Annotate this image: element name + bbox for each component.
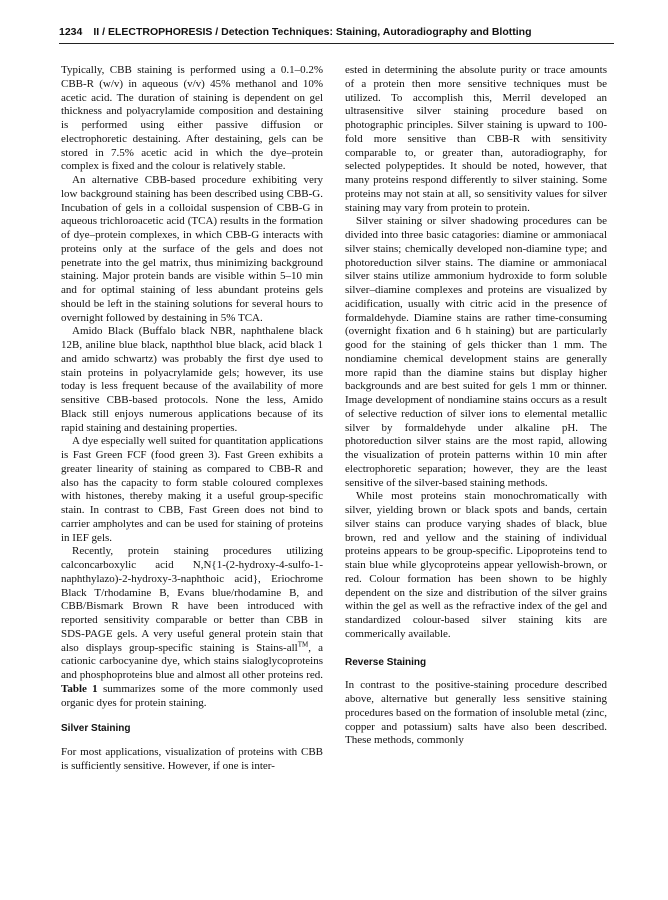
paragraph: In contrast to the positive-staining procedure described above, alternative but generally less sensitive staining procedures based on the formation of insoluble metal (zinc, copper and potassium) salts have also been described. These methods, commonly	[345, 679, 607, 747]
paragraph: Silver staining or silver shadowing procedures can be divided into three basic catagories: diamine or ammoniacal silver stains; chemically developed non-diamine type; and photoreduction silver stains. The diamine or ammoniacal silver stains utilize ammonium hydroxide to form soluble silver–diamine complexes and proteins are visualized by acidification, usually with citric acid in the presence of formaldehyde. Diamine stains are rather time-consuming (overnight fixation and 6 h staining) but are particularly good for the staining of gels thicker than 1 mm. The nondiamine chemical development stains are generally more rapid than the diamine stains but display higher backgrounds and are best suited for gels 1 mm or thinner. Image development of nondiamine stains occurs as a result of selective reduction of silver ions to elemental metallic silver by formaldehyde under alkaline pH. The photoreduction silver stains are the most rapid, allowing the visualization of protein patterns within 10 min after electrophoretic separation; however, they are the least sensitive of the silver-based staining methods.	[345, 215, 607, 489]
section-heading-silver-staining: Silver Staining	[61, 723, 131, 735]
paragraph: A dye especially well suited for quantitation applications is Fast Green FCF (food green 3). Fast Green exhibits a greater linearity of staining as compared to CBB-R and also has the capacity to form stable coloured complexes with histones, thereby making it a useful group-specific stain. In contrast to CBB, Fast Green does not bind to carrier ampholytes and can be used for staining of proteins in IEF gels.	[61, 435, 323, 544]
paragraph: An alternative CBB-based procedure exhibiting very low background staining has been described using CBB-G. Incubation of gels in a colloidal suspension of CBB-G in aqueous trichloroacetic acid (TCA) results in the formation of dye–protein complexes, in which CBB-G interacts with proteins only at the surface of the gels and does not penetrate into the gel matrix, thus minimizing background staining. Major protein bands are visible within 5–10 min and for optimal staining of less abundant proteins gels should be left in the staining solutions for several hours to overnight followed by destaining in 5% TCA.	[61, 174, 323, 324]
page-number: 1234	[59, 26, 83, 38]
right-column	[345, 64, 607, 748]
paragraph: Typically, CBB staining is performed using a 0.1–0.2% CBB-R (w/v) in aqueous (v/v) 45% methanol and 10% acetic acid. The duration of staining is dependent on gel thickness and polyacrylamide composition and destaining is performed using either passive diffusion or electrophoretic destaining. After destaining, gels can be stored in 7.5% acetic acid in which the dye–protein complex is fixed and the colour is relatively stable.	[61, 64, 323, 173]
paragraph: While most proteins stain monochromatically with silver, yielding brown or black spots and bands, certain silver stains can produce varying shades of black, blue brown, red and yellow and the staining of individual proteins appears to be group-specific. Lipoproteins tend to stain blue while glycoproteins appear yellowish-brown, or red. Colour formation has been shown to be highly dependent on the size and distribution of the silver grains within the gel as well as the refractive index of the gel and standardized colour-based silver staining kits are commerically available.	[345, 490, 607, 640]
paragraph: ested in determining the absolute purity or trace amounts of a protein then more sensitive techniques must be utilized. To accomplish this, Merril developed an ultrasensitive silver staining procedure based on photographic principles. Silver staining is upward to 100-fold more sensitive than CBB-R with sensitivity comparable to, or greater than, autoradiography, for selected polypeptides. It should be noted, however, that many proteins respond differently to silver staining. Some proteins may not stain at all, so sensitivity values for silver staining may vary from protein to protein.	[345, 64, 607, 214]
text-span: summarizes some of the more commonly used organic dyes for protein staining.	[61, 682, 323, 709]
trademark: TM	[297, 639, 309, 648]
left-column	[61, 64, 323, 774]
text-span: , a cationic carbocyanine dye, which stains sialoglycoproteins and phosphoproteins blue and almost all other proteins red.	[61, 641, 323, 681]
table-reference: Table 1	[61, 682, 98, 695]
running-header	[59, 26, 614, 44]
header-section: II / ELECTROPHORESIS	[93, 26, 213, 38]
paragraph	[61, 545, 323, 710]
section-heading-reverse-staining: Reverse Staining	[345, 656, 427, 668]
paragraph: Amido Black (Buffalo black NBR, naphthalene black 12B, aniline blue black, napththol blue black, acid black 1 and amido schwartz) was probably the first dye used to stain proteins in polyacrylamide gels; however, its use today is less frequent because of the availability of more sensitive CBB-based protocols. None the less, Amido Black still enjoys numerous applications because of its rapid staining and destaining properties.	[61, 325, 323, 434]
text-span: Recently, protein staining procedures utilizing calconcarboxylic acid N,N{1-(2-hydroxy-4-sulfo-1-naphthylazo)-2-hydroxy-3-naphthoic acid}, Eriochrome Black T/rhodamine B, Evans blue/rhodamine B, and CBB/Bismark Brown R have been introduced with reported sensitivity comparable or better than CBB in SDS-PAGE gels. A very useful general protein stain that also displays group-specific staining is Stains-all	[61, 545, 323, 654]
paragraph: For most applications, visualization of proteins with CBB is sufficiently sensitive. However, if one is inter-	[61, 746, 323, 772]
header-topic: / Detection Techniques: Staining, Autoradiography and Blotting	[212, 26, 532, 38]
